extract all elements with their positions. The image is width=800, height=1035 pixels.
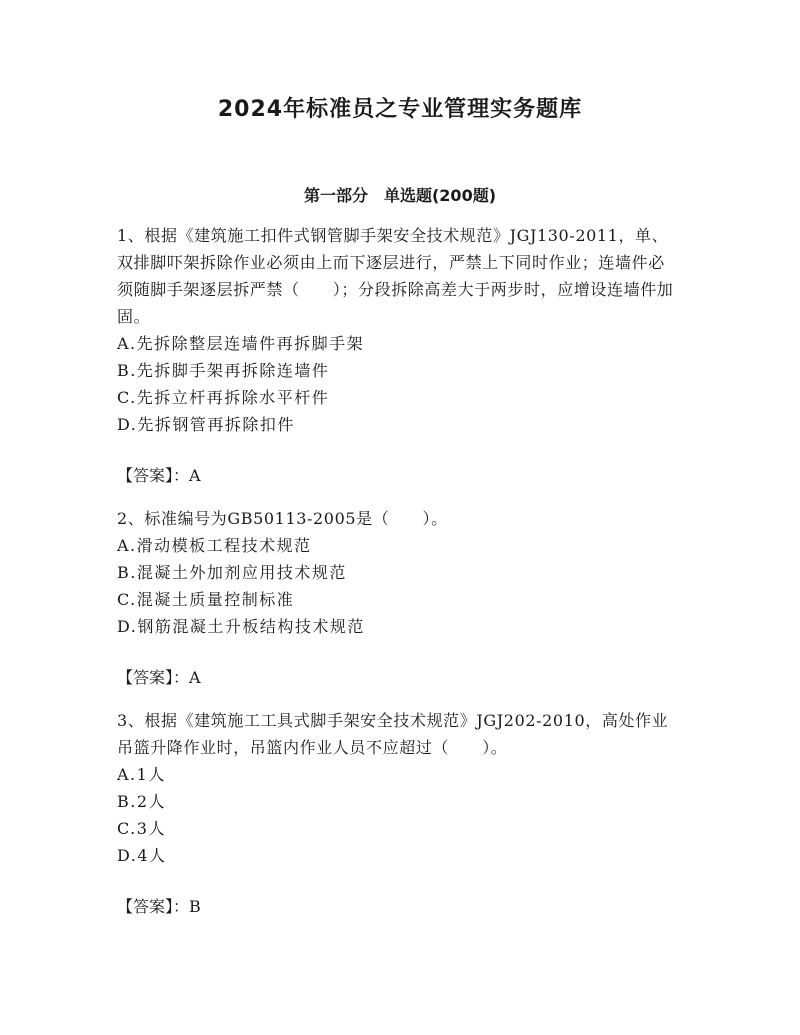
question-list [117,222,677,920]
question-3 [117,707,677,920]
option-c: C.先拆立杆再拆除水平杆件 [117,388,330,407]
question-2 [117,505,677,691]
answer-value: A [189,668,201,687]
question-stem: 1、根据《建筑施工扣件式钢管脚手架安全技术规范》JGJ130-2011，单、双排脚吓架拆除作业必须由上而下逐层进行，严禁上下同时作业；连墙件必须随脚手架逐层拆严禁（ ）；分段拆除高差大于两步时，应增设连墙件加固。 [117,226,674,326]
answer-line [117,664,677,691]
option-c: C.3人 [117,819,166,838]
question-1 [117,222,677,489]
answer-label: 【答案】： [117,466,190,485]
document-title: 2024年标准员之专业管理实务题库 [217,97,583,122]
answer-label: 【答案】： [117,668,190,687]
option-b: B.混凝土外加剂应用技术规范 [117,563,347,582]
answer-label: 【答案】： [117,897,190,916]
option-a: A.1人 [117,765,166,784]
question-stem: 3、根据《建筑施工工具式脚手架安全技术规范》JGJ202-2010，高处作业吊篮升降作业时，吊篮内作业人员不应超过（ ）。 [117,711,669,757]
answer-value: B [189,897,201,916]
answer-value: A [189,466,201,485]
option-d: D.先拆钢管再拆除扣件 [117,415,295,434]
option-a: A.滑动模板工程技术规范 [117,536,312,555]
section-title: 第一部分 单选题(200题) [303,186,497,205]
option-d: D.钢筋混凝土升板结构技术规范 [117,617,365,636]
option-b: B.2人 [117,792,167,811]
answer-line [117,893,677,920]
option-c: C.混凝土质量控制标准 [117,590,295,609]
answer-line [117,462,677,489]
question-stem: 2、标准编号为GB50113-2005是（ ）。 [117,509,448,528]
option-b: B.先拆脚手架再拆除连墙件 [117,361,330,380]
option-a: A.先拆除整层连墙件再拆脚手架 [117,334,365,353]
option-d: D.4人 [117,846,167,865]
